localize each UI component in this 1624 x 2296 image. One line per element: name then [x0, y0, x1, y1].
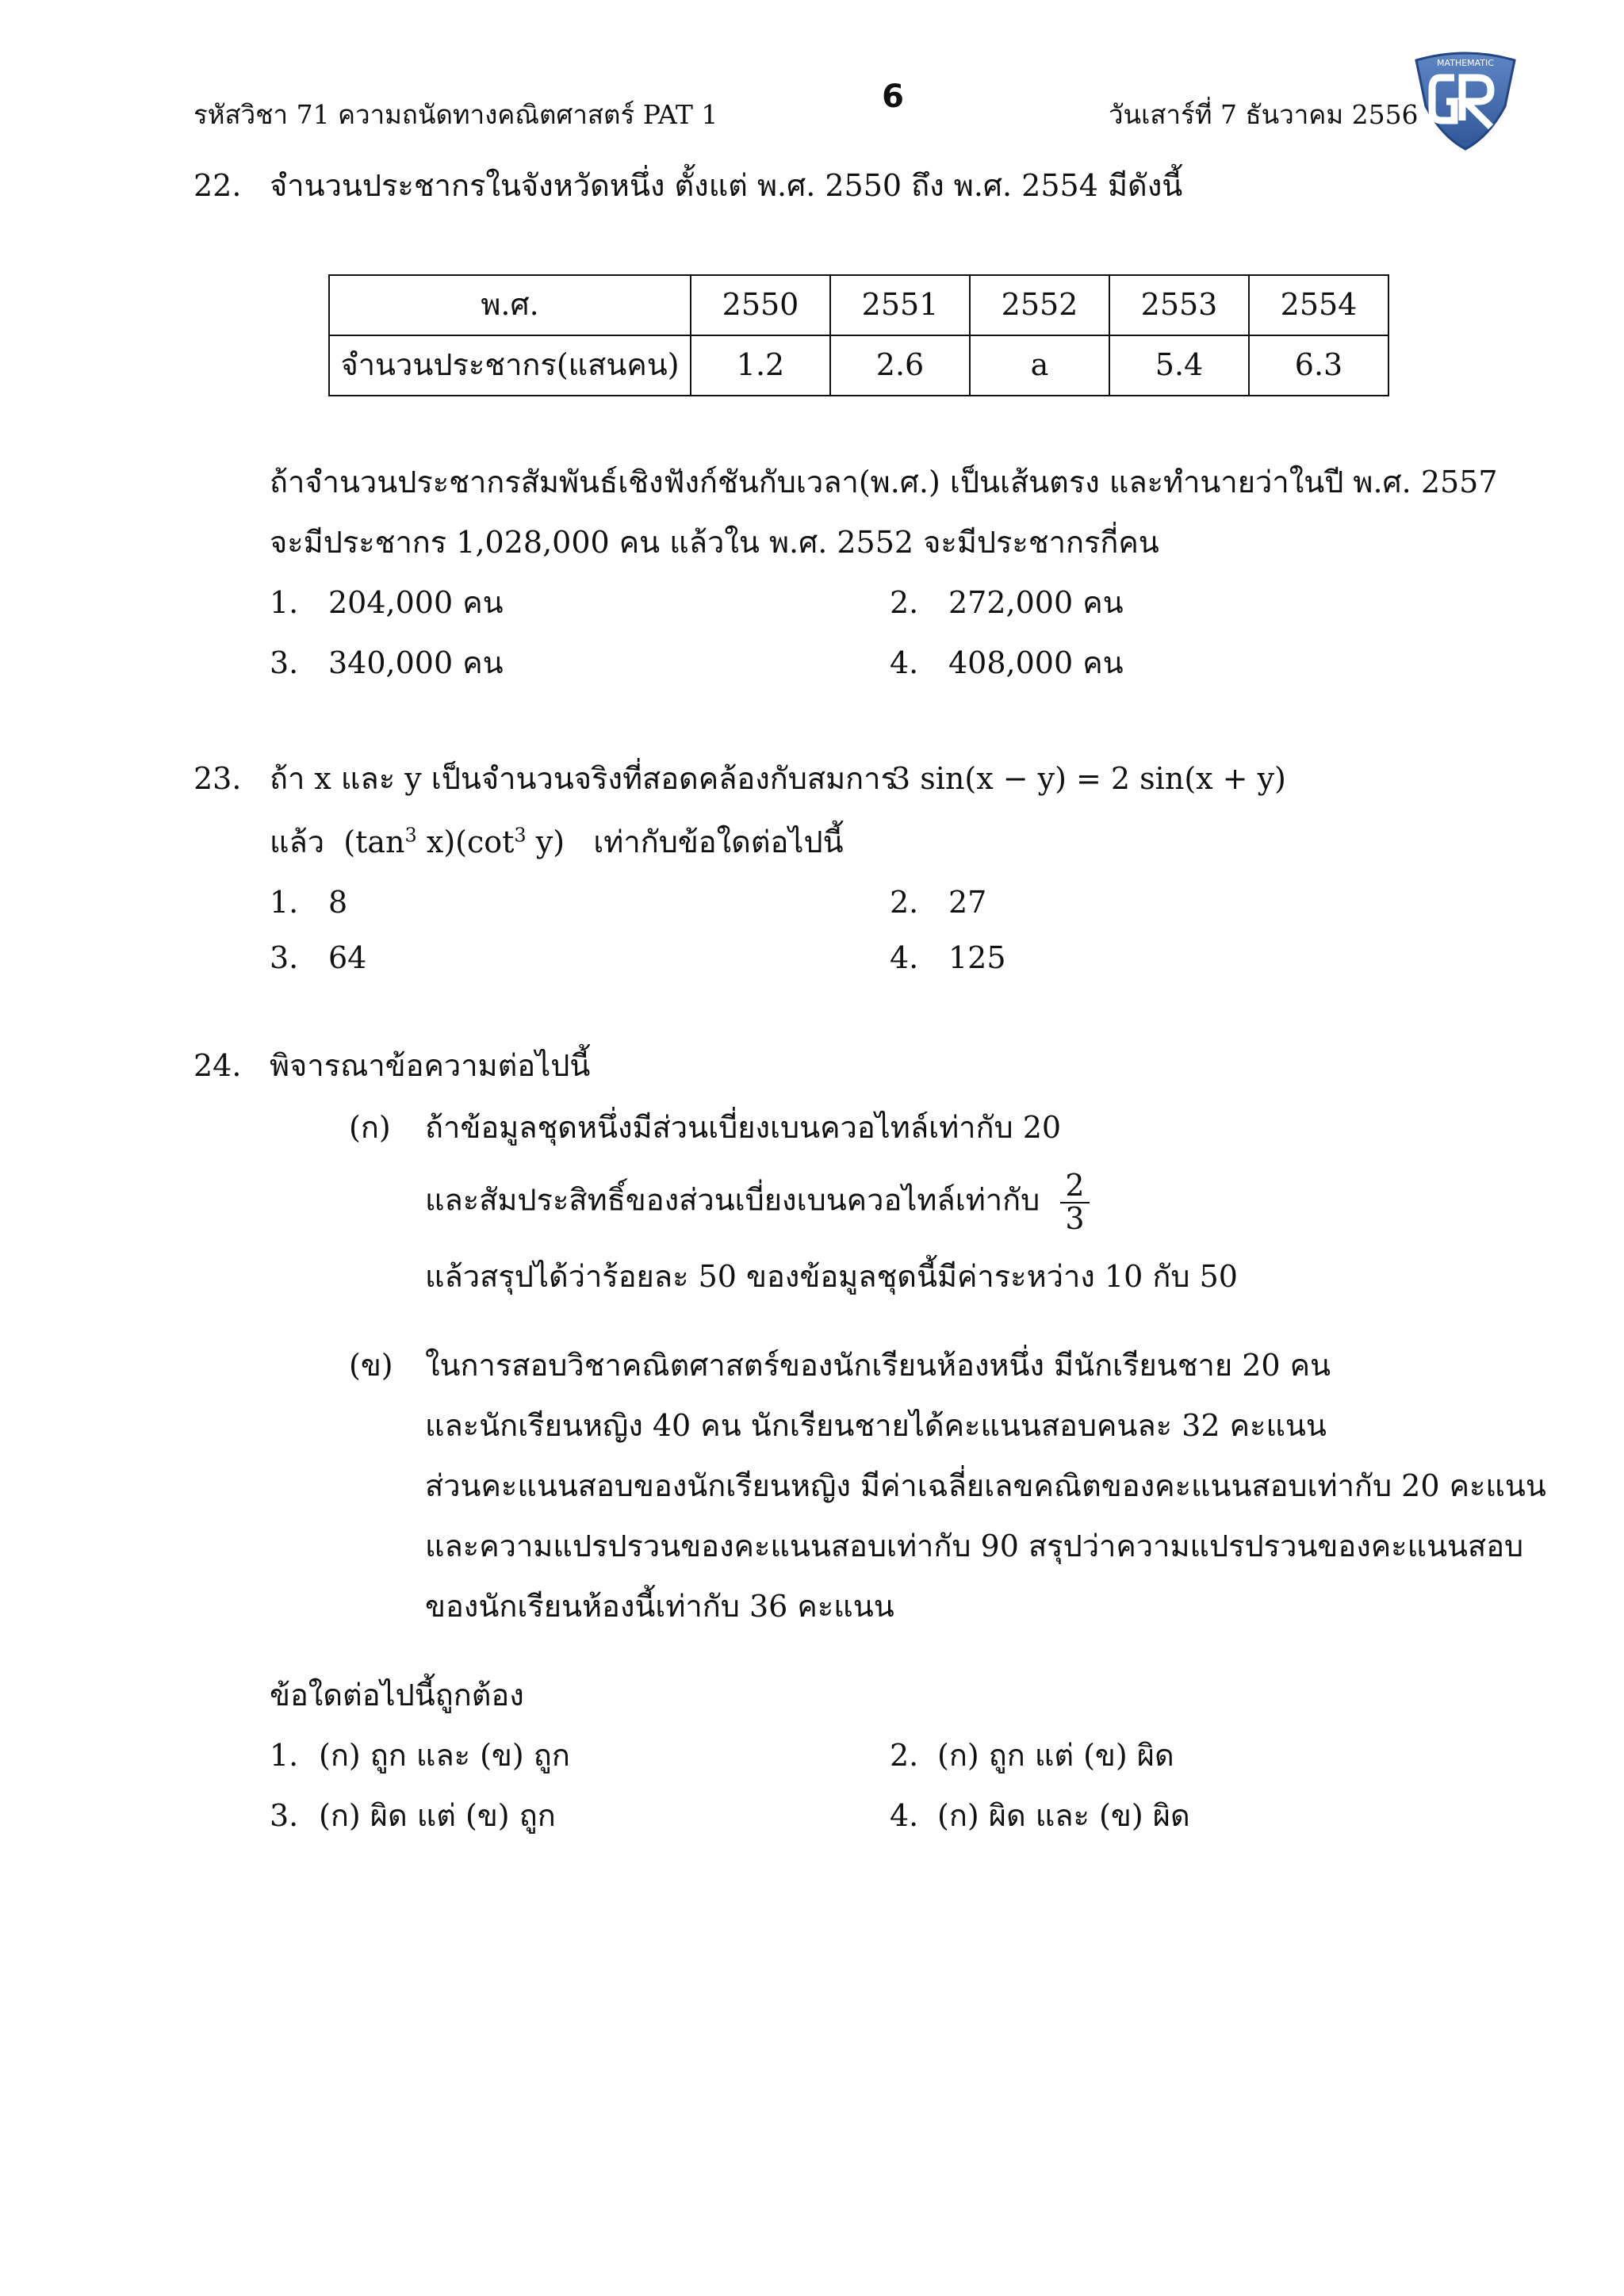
q23-expr-cot-rest: y)	[526, 825, 565, 859]
q24-option-3-text: (ก) ผิด แต่ (ข) ถูก	[319, 1798, 556, 1833]
table-row	[329, 335, 1388, 396]
q22-option-4-num: 4.	[890, 645, 919, 680]
q24-statement-a-line3: แล้วสรุปได้ว่าร้อยละ 50 ของข้อมูลชุดนี้มีค่าระหว่าง 10 กับ 50	[425, 1259, 1238, 1294]
q23-expr-tan: (tan	[343, 825, 405, 859]
q24-statement-b-label: (ข)	[349, 1348, 393, 1383]
table-cell: พ.ศ.	[329, 275, 691, 335]
q24-statement-b-line2: และนักเรียนหญิง 40 คน นักเรียนชายได้คะแนนสอบคนละ 32 คะแนน	[425, 1408, 1327, 1443]
fraction-denominator: 3	[1065, 1200, 1085, 1236]
fraction-numerator: 2	[1060, 1170, 1089, 1203]
q22-option-3-text: 340,000 คน	[328, 645, 504, 680]
header-exam-code: รหัสวิชา 71 ความถนัดทางคณิตศาสตร์ PAT 1	[193, 99, 718, 130]
q23-option-1-num: 1.	[270, 885, 299, 920]
q24-stem: พิจารณาข้อความต่อไปนี้	[270, 1048, 591, 1083]
q23-line2-prefix: แล้ว	[270, 825, 325, 859]
table-row	[329, 275, 1388, 335]
q23-stem: ถ้า x และ y เป็นจำนวนจริงที่สอดคล้องกับสมการ	[270, 761, 897, 796]
q22-option-2-text: 272,000 คน	[948, 585, 1124, 620]
q24-option-4-num: 4.	[890, 1798, 919, 1833]
q24-number: 24.	[193, 1048, 242, 1083]
q24-statement-b-line4: และความแปรปรวนของคะแนนสอบเท่ากับ 90 สรุปว่าความแปรปรวนของคะแนนสอบ	[425, 1529, 1524, 1563]
table-cell: 2550	[691, 275, 830, 335]
logo-text: MATHEMATIC	[1437, 58, 1494, 68]
q23-line2	[270, 823, 844, 862]
q23-option-3-num: 3.	[270, 940, 299, 975]
q24-statement-b-line3: ส่วนคะแนนสอบของนักเรียนหญิง มีค่าเฉลี่ยเลขคณิตของคะแนนสอบเท่ากับ 20 คะแนน	[425, 1468, 1546, 1503]
q24-statement-a-label: (ก)	[349, 1110, 391, 1145]
q23-equation: 3 sin(x − y) = 2 sin(x + y)	[891, 761, 1286, 796]
table-cell: 2.6	[830, 335, 970, 396]
q22-option-2-num: 2.	[890, 585, 919, 620]
q23-option-4-num: 4.	[890, 940, 919, 975]
header-exam-date: วันเสาร์ที่ 7 ธันวาคม 2556	[1109, 99, 1419, 130]
q22-line2: จะมีประชากร 1,028,000 คน แล้วใน พ.ศ. 2552 จะมีประชากรกี่คน	[270, 525, 1159, 560]
q24-statement-a-line1: ถ้าข้อมูลชุดหนึ่งมีส่วนเบี่ยงเบนควอไทล์เท่ากับ 20	[425, 1110, 1062, 1145]
page-number: 6	[882, 78, 904, 115]
gr-logo	[1402, 44, 1529, 152]
table-cell: 6.3	[1249, 335, 1388, 396]
q22-stem: จำนวนประชากรในจังหวัดหนึ่ง ตั้งแต่ พ.ศ. 2550 ถึง พ.ศ. 2554 มีดังนี้	[270, 168, 1183, 203]
q22-option-3-num: 3.	[270, 645, 299, 680]
q23-option-1-text: 8	[328, 885, 348, 920]
table-cell: 2554	[1249, 275, 1388, 335]
q22-option-1-text: 204,000 คน	[328, 585, 504, 620]
q23-line2-suffix: เท่ากับข้อใดต่อไปนี้	[593, 825, 844, 859]
table-cell: 5.4	[1109, 335, 1249, 396]
q22-number: 22.	[193, 168, 242, 203]
q24-question: ข้อใดต่อไปนี้ถูกต้อง	[270, 1678, 524, 1712]
q23-option-4-text: 125	[948, 940, 1006, 975]
q23-option-2-num: 2.	[890, 885, 919, 920]
q23-option-3-text: 64	[328, 940, 367, 975]
q24-option-2-num: 2.	[890, 1738, 919, 1773]
q24-option-1-text: (ก) ถูก และ (ข) ถูก	[319, 1738, 570, 1773]
q24-statement-a-line2-text: และสัมประสิทธิ์ของส่วนเบี่ยงเบนควอไทล์เท่ากับ	[425, 1182, 1040, 1218]
q24-statement-b-line5: ของนักเรียนห้องนี้เท่ากับ 36 คะแนน	[425, 1589, 894, 1624]
q23-tan-exponent: 3	[404, 824, 417, 847]
table-cell: 2551	[830, 275, 970, 335]
q24-option-1-num: 1.	[270, 1738, 299, 1773]
q24-option-2-text: (ก) ถูก แต่ (ข) ผิด	[937, 1738, 1174, 1773]
q22-option-4-text: 408,000 คน	[948, 645, 1124, 680]
q23-expr-tan-rest: x)(cot	[416, 825, 515, 859]
table-cell: 1.2	[691, 335, 830, 396]
population-table	[328, 274, 1389, 396]
q24-statement-a-line2	[425, 1170, 1090, 1235]
table-cell: 2552	[970, 275, 1109, 335]
table-cell: 2553	[1109, 275, 1249, 335]
q22-option-1-num: 1.	[270, 585, 299, 620]
q24-statement-b-line1: ในการสอบวิชาคณิตศาสตร์ของนักเรียนห้องหนึ่ง มีนักเรียนชาย 20 คน	[425, 1348, 1331, 1383]
table-cell: a	[970, 335, 1109, 396]
q24-option-3-num: 3.	[270, 1798, 299, 1833]
q23-number: 23.	[193, 761, 242, 796]
q22-line1: ถ้าจำนวนประชากรสัมพันธ์เชิงฟังก์ชันกับเวลา(พ.ศ.) เป็นเส้นตรง และทำนายว่าในปี พ.ศ. 2557	[270, 465, 1498, 499]
fraction-two-thirds	[1060, 1170, 1089, 1235]
table-cell: จำนวนประชากร(แสนคน)	[329, 335, 691, 396]
q24-option-4-text: (ก) ผิด และ (ข) ผิด	[937, 1798, 1190, 1833]
q23-option-2-text: 27	[948, 885, 987, 920]
q23-cot-exponent: 3	[514, 824, 527, 847]
